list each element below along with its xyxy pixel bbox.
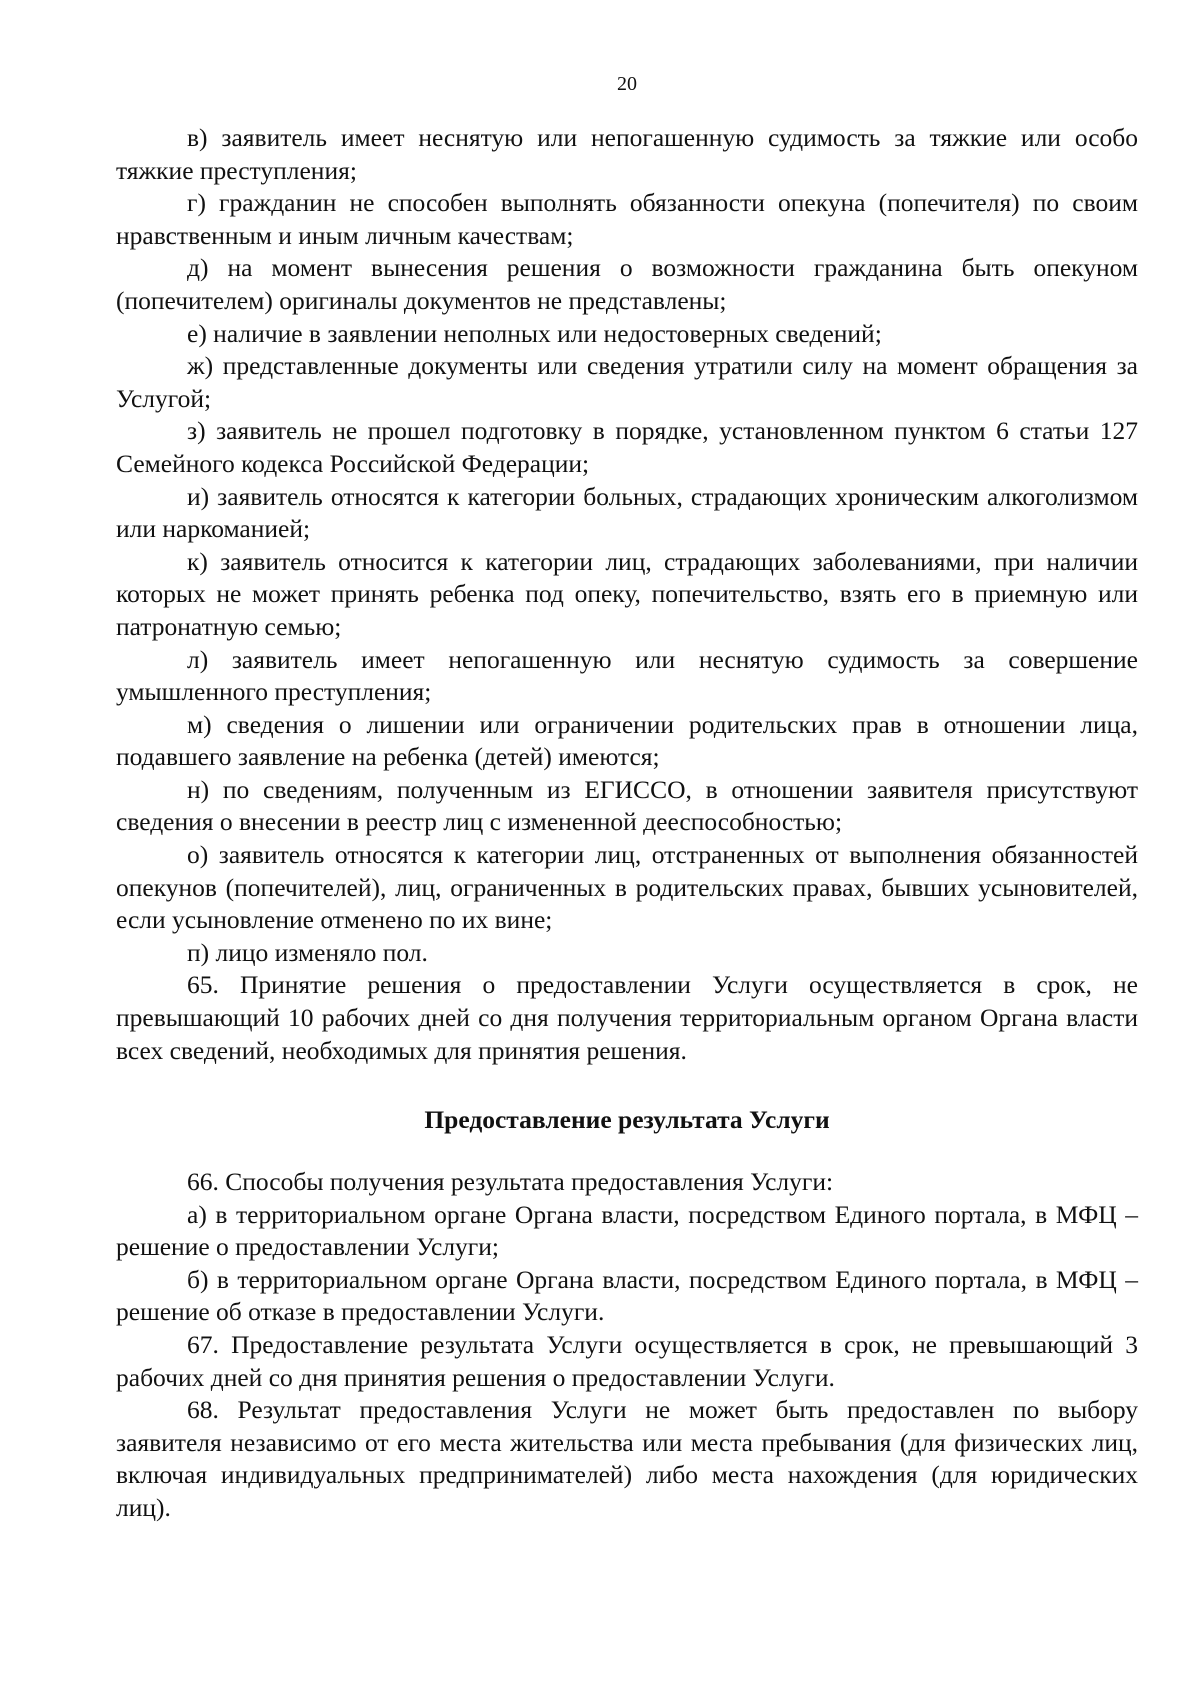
paragraph-66: 66. Способы получения результата предоставления Услуги: [187,1167,834,1196]
paragraph-g: г) гражданин не способен выполнять обязанности опекуна (попечителя) по своим нравственным и иным личным качествам; [116,188,1138,250]
paragraph-68: 68. Результат предоставления Услуги не может быть предоставлен по выбору заявителя независимо от его места жительства или места пребывания (для физических лиц, включая индивидуальных предпринимателей) либо места нахождения (для юридических лиц). [116,1395,1138,1522]
paragraph-k: к) заявитель относится к категории лиц, страдающих заболеваниями, при наличии которых не может принять ребенка под опеку, попечительство, взять его в приемную или патронатную семью; [116,546,1138,641]
paragraph-i: и) заявитель относятся к категории больных, страдающих хроническим алкоголизмом или наркоманией; [116,481,1138,544]
paragraph-66a: а) в территориальном органе Органа власти, посредством Единого портала, в МФЦ – решение о предоставлении Услуги; [116,1199,1138,1262]
result-section [116,1166,1138,1525]
paragraph-v: в) заявитель имеет неснятую или непогашенную судимость за тяжкие или особо тяжкие преступления; [116,123,1138,185]
paragraph-65: 65. Принятие решения о предоставлении Услуги осуществляется в срок, не превышающий 10 рабочих дней со дня получения территориальным органом Органа власти всех сведений, необходимых для принятия решения. [116,970,1138,1065]
paragraph-m: м) сведения о лишении или ограничении родительских прав в отношении лица, подавшего заявление на ребенка (детей) имеются; [116,709,1138,772]
paragraph-p: п) лицо изменяло пол. [187,937,428,967]
paragraph-z: з) заявитель не прошел подготовку в порядке, установленном пунктом 6 статьи 127 Семейного кодекса Российской Федерации; [116,416,1138,478]
paragraph-66b: б) в территориальном органе Органа власти, посредством Единого портала, в МФЦ – решение об отказе в предоставлении Услуги. [116,1264,1138,1327]
paragraph-e: е) наличие в заявлении неполных или недостоверных сведений; [187,318,882,348]
paragraph-zh: ж) представленные документы или сведения утратили силу на момент обращения за Услугой; [116,351,1138,413]
paragraph-67: 67. Предоставление результата Услуги осуществляется в срок, не превышающий 3 рабочих дней со дня принятия решения о предоставлении Услуги. [116,1329,1138,1392]
paragraph-d: д) на момент вынесения решения о возможности гражданина быть опекуном (попечителем) оригиналы документов не представлены; [116,253,1138,315]
conditions-list [116,122,1138,1067]
paragraph-o: о) заявитель относятся к категории лиц, отстраненных от выполнения обязанностей опекунов (попечителей), лиц, ограниченных в родительских правах, бывших усыновителей, если усыновление отменено по их вине; [116,840,1138,935]
paragraph-l: л) заявитель имеет непогашенную или неснятую судимость за совершение умышленного преступления; [116,644,1138,707]
section-heading: Предоставление результата Услуги [424,1105,830,1134]
paragraph-n: н) по сведениям, полученным из ЕГИССО, в отношении заявителя присутствуют сведения о внесении в реестр лиц с измененной дееспособностью; [116,774,1138,837]
page-number: 20 [617,73,637,95]
